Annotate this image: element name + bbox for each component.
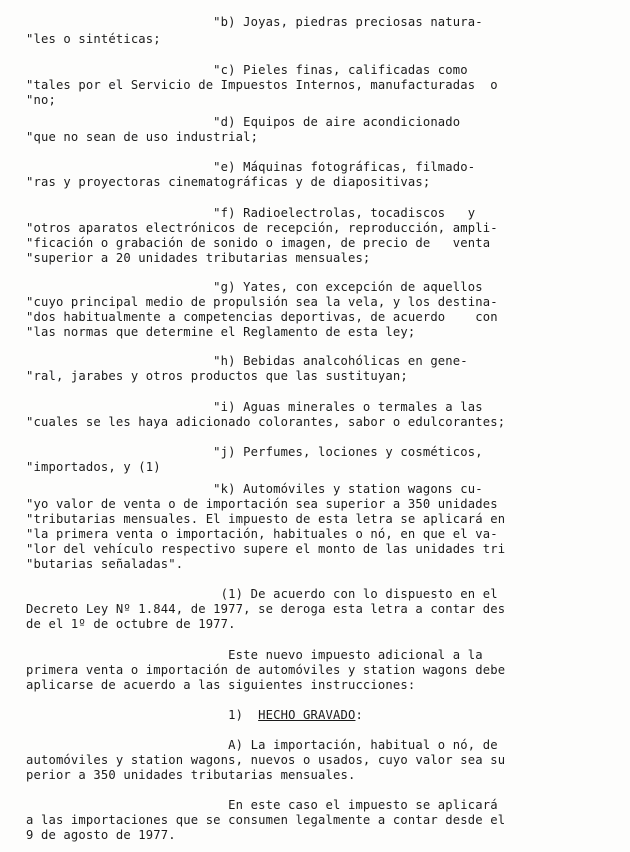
text-line: "ficación o grabación de sonido o imagen, de precio de venta <box>26 236 491 250</box>
text-line: "butarias señaladas". <box>26 557 184 571</box>
text-line: "tales por el Servicio de Impuestos Internos, manufacturadas o <box>26 78 498 92</box>
text-line: "cuales se les haya adicionado colorantes, sabor o edulcorantes; <box>26 415 506 429</box>
text-line: "la primera venta o importación, habituales o nó, en que el va- <box>26 527 498 541</box>
text-line: "h) Bebidas analcohólicas en gene- <box>26 354 468 368</box>
text-line: a las importaciones que se consumen legalmente a contar desde el <box>26 813 506 827</box>
text-line: "j) Perfumes, lociones y cosméticos, <box>26 445 483 459</box>
text-line: "tributarias mensuales. El impuesto de esta letra se aplicará en <box>26 512 506 526</box>
text-line: En este caso el impuesto se aplicará <box>26 798 498 812</box>
section-number: 1) <box>26 708 259 722</box>
text-line: "superior a 20 unidades tributarias mensuales; <box>26 251 371 265</box>
text-line: "d) Equipos de aire acondicionado <box>26 115 461 129</box>
section-heading-text: HECHO GRAVADO <box>258 708 356 722</box>
text-line: 9 de agosto de 1977. <box>26 828 176 842</box>
text-line: "f) Radioelectrolas, tocadiscos y <box>26 206 476 220</box>
text-line: "no; <box>26 93 56 107</box>
text-line: "las normas que determine el Reglamento de esta ley; <box>26 325 416 339</box>
text-line: perior a 350 unidades tributarias mensuales. <box>26 768 356 782</box>
text-line: "yo valor de venta o de importación sea superior a 350 unidades <box>26 497 498 511</box>
text-line: Este nuevo impuesto adicional a la <box>26 648 483 662</box>
text-line: "k) Automóviles y station wagons cu- <box>26 482 483 496</box>
text-line: "les o sintéticas; <box>26 32 161 46</box>
text-line: "que no sean de uso industrial; <box>26 130 259 144</box>
section-heading <box>26 708 363 723</box>
text-line: automóviles y station wagons, nuevos o usados, cuyo valor sea su <box>26 753 506 767</box>
text-line: "e) Máquinas fotográficas, filmado- <box>26 160 476 174</box>
text-line: "i) Aguas minerales o termales a las <box>26 400 483 414</box>
text-line: "cuyo principal medio de propulsión sea la vela, y los destina- <box>26 295 498 309</box>
text-line: "b) Joyas, piedras preciosas natura- <box>26 15 483 29</box>
text-line: "dos habitualmente a competencias deportivas, de acuerdo con <box>26 310 498 324</box>
text-line: "ral, jarabes y otros productos que las sustituyan; <box>26 369 408 383</box>
section-heading-colon: : <box>355 708 363 722</box>
text-line: "ras y proyectoras cinematográficas y de diapositivas; <box>26 175 431 189</box>
text-line: "lor del vehículo respectivo supere el monto de las unidades tri <box>26 542 506 556</box>
text-line: A) La importación, habitual o nó, de <box>26 738 498 752</box>
text-line: aplicarse de acuerdo a las siguientes instrucciones: <box>26 678 416 692</box>
text-line: "importados, y (1) <box>26 460 161 474</box>
footnote-line: de el 1º de octubre de 1977. <box>26 617 236 631</box>
text-line: "otros aparatos electrónicos de recepción, reproducción, ampli- <box>26 221 498 235</box>
text-line: primera venta o importación de automóviles y station wagons debe <box>26 663 506 677</box>
text-line: "g) Yates, con excepción de aquellos <box>26 280 483 294</box>
footnote-line: (1) De acuerdo con lo dispuesto en el <box>26 587 498 601</box>
footnote-line: Decreto Ley Nº 1.844, de 1977, se deroga esta letra a contar des <box>26 602 506 616</box>
text-line: "c) Pieles finas, calificadas como <box>26 63 468 77</box>
